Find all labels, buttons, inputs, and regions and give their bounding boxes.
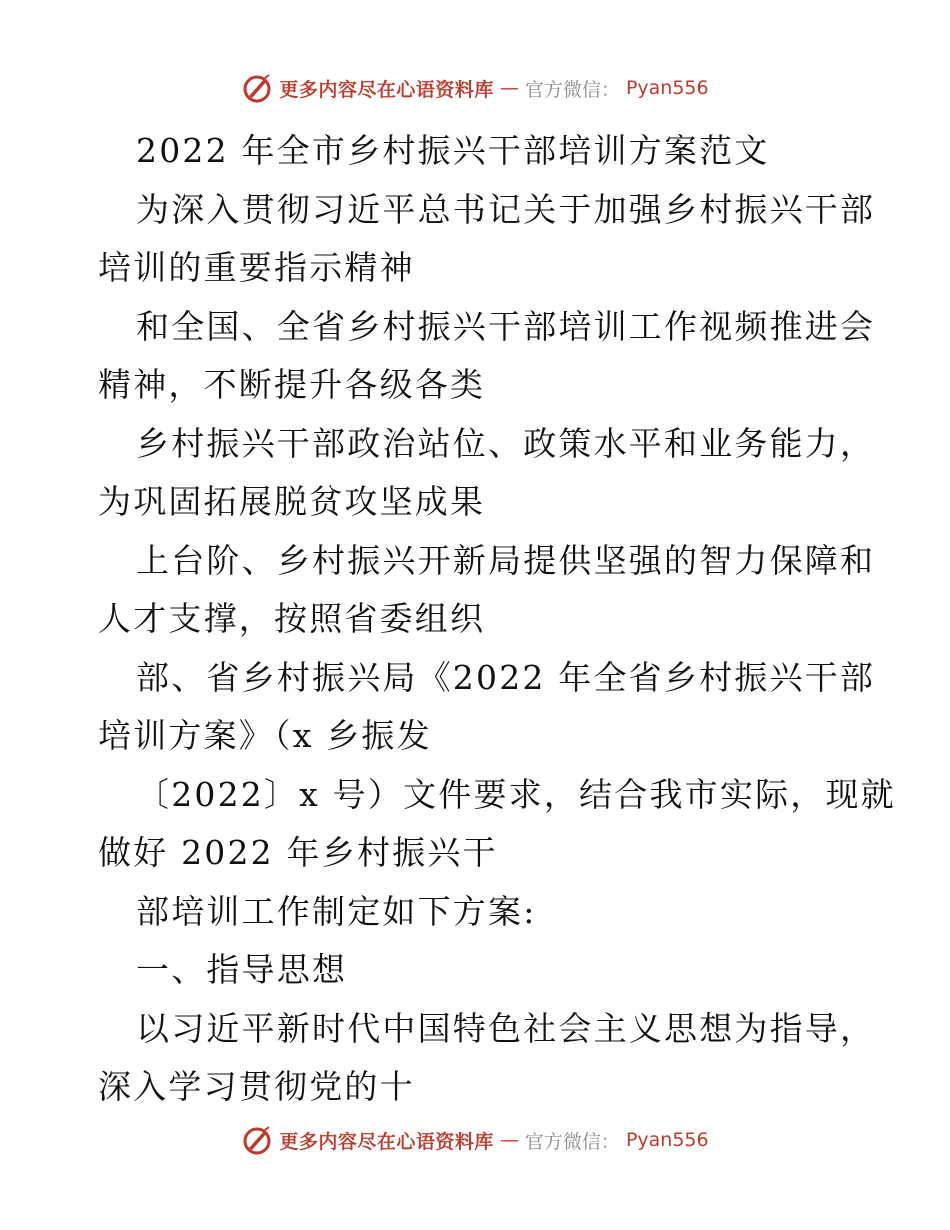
- paragraph-line: 部、省乡村振兴局《2022 年全省乡村振兴干部: [136, 657, 876, 697]
- paragraph-line: 人才支撑，按照省委组织: [98, 599, 486, 638]
- banner-official-label: 官方微信：: [524, 78, 620, 101]
- document-title: 2022 年全市乡村振兴干部培训方案范文: [136, 131, 770, 170]
- paragraph-line: 以习近平新时代中国特色社会主义思想为指导，: [136, 1008, 876, 1048]
- quill-logo-icon: [241, 72, 273, 104]
- paragraph-line: 培训的重要指示精神: [98, 248, 415, 287]
- watermark-banner-top: [0, 72, 950, 104]
- paragraph-line: 精神，不断提升各级各类: [98, 365, 486, 404]
- banner-dash: —: [499, 1129, 519, 1151]
- section-heading: 一、指导思想: [136, 950, 348, 989]
- paragraph-line: 〔2022〕x 号）文件要求，结合我市实际，现就: [136, 774, 896, 814]
- paragraph-line: 部培训工作制定如下方案:: [136, 891, 537, 931]
- banner-main-text: 更多内容尽在心语资料库: [279, 1130, 494, 1153]
- banner-dash: —: [499, 77, 519, 99]
- paragraph-line: 乡村振兴干部政治站位、政策水平和业务能力，: [136, 423, 876, 463]
- paragraph-line: 上台阶、乡村振兴开新局提供坚强的智力保障和: [136, 540, 876, 580]
- document-body: [98, 122, 896, 1117]
- watermark-banner-bottom: [0, 1124, 950, 1156]
- paragraph-line: 和全国、全省乡村振兴干部培训工作视频推进会: [136, 306, 876, 346]
- paragraph-line: 深入学习贯彻党的十: [98, 1067, 415, 1106]
- quill-logo-icon: [241, 1124, 273, 1156]
- banner-official-label: 官方微信：: [524, 1130, 620, 1153]
- banner-wechat-id: Pyan556: [625, 77, 709, 99]
- paragraph-line: 为深入贯彻习近平总书记关于加强乡村振兴干部: [136, 189, 876, 229]
- paragraph-line: 做好 2022 年乡村振兴干: [98, 833, 498, 872]
- banner-main-text: 更多内容尽在心语资料库: [279, 78, 494, 101]
- paragraph-line: 为巩固拓展脱贫攻坚成果: [98, 482, 486, 521]
- paragraph-line: 培训方案》（x 乡振发: [98, 716, 432, 755]
- banner-wechat-id: Pyan556: [625, 1129, 709, 1151]
